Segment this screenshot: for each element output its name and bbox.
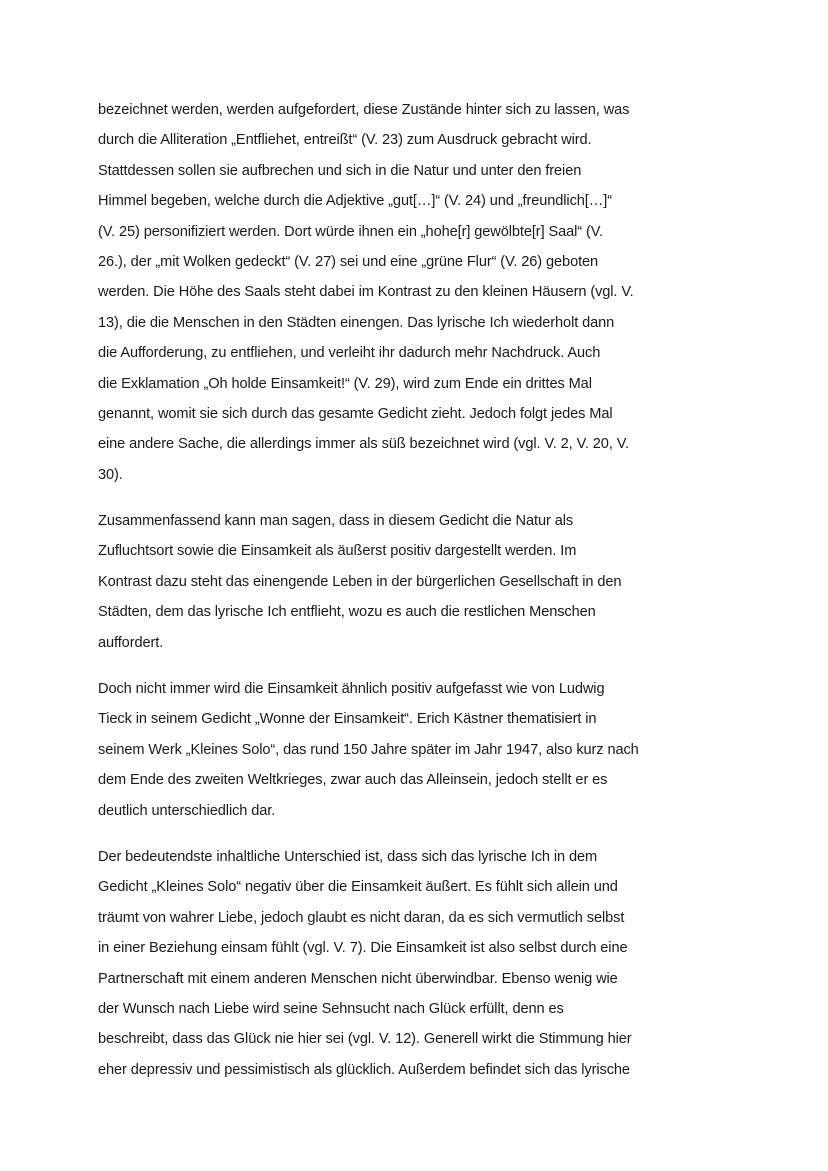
text-line: seinem Werk „Kleines Solo“, das rund 150 Jahre später im Jahr 1947, also kurz nach (98, 741, 639, 758)
text-line: 30). (98, 466, 123, 483)
text-line: bezeichnet werden, werden aufgefordert, diese Zustände hinter sich zu lassen, was (98, 102, 630, 118)
text-line: dem Ende des zweiten Weltkrieges, zwar auch das Alleinsein, jedoch stellt er es (98, 772, 608, 789)
paragraph-1 (98, 95, 688, 490)
text-line: Stattdessen sollen sie aufbrechen und sich in die Natur und unter den freien (98, 162, 582, 179)
paragraph-4 (98, 842, 688, 1085)
text-line: werden. Die Höhe des Saals steht dabei im Kontrast zu den kleinen Häusern (vgl. V. (98, 284, 634, 301)
text-line: durch die Alliteration „Entfliehet, entreißt“ (V. 23) zum Ausdruck gebracht wird. (98, 132, 592, 149)
text-line: auffordert. (98, 634, 164, 651)
text-line: deutlich unterschiedlich dar. (98, 802, 276, 819)
text-line: die Exklamation „Oh holde Einsamkeit!“ (V. 29), wird zum Ende ein drittes Mal (98, 375, 592, 392)
text-line: träumt von wahrer Liebe, jedoch glaubt es nicht daran, da es sich vermutlich selbst (98, 909, 625, 926)
text-line: (V. 25) personifiziert werden. Dort würde ihnen ein „hohe[r] gewölbte[r] Saal“ (V. (98, 223, 604, 240)
text-line: eine andere Sache, die allerdings immer als süß bezeichnet wird (vgl. V. 2, V. 20, V. (98, 436, 629, 453)
text-line: Zufluchtsort sowie die Einsamkeit als äußerst positiv dargestellt werden. Im (98, 543, 577, 560)
text-line: Städten, dem das lyrische Ich entflieht, wozu es auch die restlichen Menschen (98, 604, 596, 621)
paragraph-3 (98, 674, 688, 826)
text-line: Kontrast dazu steht das einengende Leben in der bürgerlichen Gesellschaft in den (98, 573, 622, 590)
paragraph-2 (98, 506, 688, 658)
text-line: 26.), der „mit Wolken gedeckt“ (V. 27) sei und eine „grüne Flur“ (V. 26) geboten (98, 253, 599, 270)
text-line: die Aufforderung, zu entfliehen, und verleiht ihr dadurch mehr Nachdruck. Auch (98, 345, 601, 362)
text-line: Partnerschaft mit einem anderen Menschen nicht überwindbar. Ebenso wenig wie (98, 970, 618, 987)
document-body (98, 95, 688, 1101)
text-line: der Wunsch nach Liebe wird seine Sehnsucht nach Glück erfüllt, denn es (98, 1000, 564, 1017)
text-line: Der bedeutendste inhaltliche Unterschied ist, dass sich das lyrische Ich in dem (98, 848, 598, 865)
text-line: Zusammenfassend kann man sagen, dass in diesem Gedicht die Natur als (98, 513, 574, 530)
text-line: Doch nicht immer wird die Einsamkeit ähnlich positiv aufgefasst wie von Ludwig (98, 681, 605, 698)
text-line: beschreibt, dass das Glück nie hier sei (vgl. V. 12). Generell wirkt die Stimmung hier (98, 1031, 632, 1048)
text-line: Himmel begeben, welche durch die Adjektive „gut[…]“ (V. 24) und „freundlich[…]“ (98, 193, 612, 210)
text-line: Gedicht „Kleines Solo“ negativ über die Einsamkeit äußert. Es fühlt sich allein und (98, 879, 618, 896)
text-line: in einer Beziehung einsam fühlt (vgl. V. 7). Die Einsamkeit ist also selbst durch eine (98, 940, 628, 957)
text-line: Tieck in seinem Gedicht „Wonne der Einsamkeit“. Erich Kästner thematisiert in (98, 711, 597, 728)
text-line: genannt, womit sie sich durch das gesamte Gedicht zieht. Jedoch folgt jedes Mal (98, 405, 613, 422)
text-line: eher depressiv und pessimistisch als glücklich. Außerdem befindet sich das lyrische (98, 1061, 630, 1078)
text-line: 13), die die Menschen in den Städten einengen. Das lyrische Ich wiederholt dann (98, 314, 615, 331)
